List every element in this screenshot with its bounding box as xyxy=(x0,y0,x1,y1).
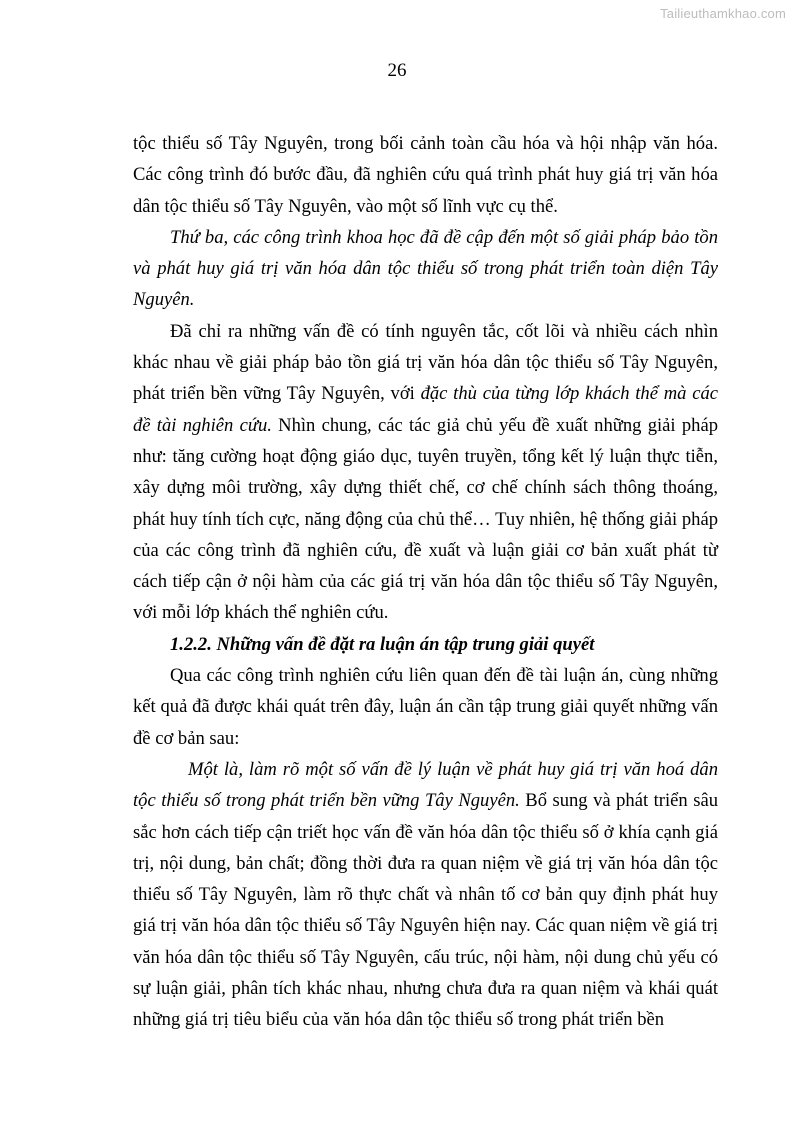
watermark-text: Tailieuthamkhao.com xyxy=(660,6,786,21)
italic-text: Thứ ba, các công trình khoa học đã đề cập đến một số giải pháp bảo tồn và phát huy giá trị văn hóa dân tộc thiểu số trong phát triển toàn diện Tây Nguyên. xyxy=(133,226,718,311)
paragraph-continuation: tộc thiểu số Tây Nguyên, trong bối cảnh toàn cầu hóa và hội nhập văn hóa. Các công trình đó bước đầu, đã nghiên cứu quá trình phát huy giá trị văn hóa dân tộc thiểu số Tây Nguyên, vào một số lĩnh vực cụ thể. xyxy=(133,133,718,217)
paragraph-first-point xyxy=(133,754,718,1036)
paragraph-solutions xyxy=(133,316,718,629)
paragraph-third-point xyxy=(133,222,718,316)
page-number: 26 xyxy=(387,60,407,81)
italic-text: Một là, làm rõ một số vấn đề lý luận về phát huy giá trị văn hoá dân tộc thiểu số trong phát triển bền vững Tây Nguyên. xyxy=(133,758,718,812)
text-span: Bổ sung và phát triển sâu sắc hơn cách tiếp cận triết học vấn đề văn hóa dân tộc thiểu số ở khía cạnh giá trị, nội dung, bản chất; đồng thời đưa ra quan niệm về giá trị văn hóa dân tộc thiểu số Tây Nguyên, làm rõ thực chất và nhân tố cơ bản quy định phát huy giá trị văn hóa dân tộc thiểu số Tây Nguyên hiện nay. Các quan niệm về giá trị văn hóa dân tộc thiểu số Tây Nguyên, cấu trúc, nội hàm, nội dung chủ yếu có sự luận giải, phân tích khác nhau, nhưng chưa đưa ra quan niệm và khái quát những giá trị tiêu biểu của văn hóa dân tộc thiểu số trong phát triển bền xyxy=(133,790,718,1031)
italic-text: đặc thù của từng lớp khách thể mà các đề tài nghiên cứu. xyxy=(133,383,718,436)
section-heading: 1.2.2. Những vấn đề đặt ra luận án tập trung giải quyết xyxy=(170,633,595,655)
document-body xyxy=(133,128,718,1036)
text-span: Đã chỉ ra những vấn đề có tính nguyên tắc, cốt lõi và nhiều cách nhìn khác nhau về giải pháp bảo tồn giá trị văn hóa dân tộc thiểu số Tây Nguyên, phát triển bền vững Tây Nguyên, với xyxy=(133,320,718,405)
paragraph-intro: Qua các công trình nghiên cứu liên quan đến đề tài luận án, cùng những kết quả đã được khái quát trên đây, luận án cần tập trung giải quyết những vấn đề cơ bản sau: xyxy=(133,665,718,749)
text-span: Nhìn chung, các tác giả chủ yếu đề xuất những giải pháp như: tăng cường hoạt động giáo dục, tuyên truyền, tổng kết lý luận thực tiễn, xây dựng môi trường, xây dựng thiết chế, cơ chế chính sách thông thoáng, phát huy tính tích cực, năng động của chủ thể… Tuy nhiên, hệ thống giải pháp của các công trình đã nghiên cứu, đề xuất và luận giải cơ bản xuất phát từ cách tiếp cận ở nội hàm của các giá trị văn hóa dân tộc thiểu số Tây Nguyên, với mỗi lớp khách thể nghiên cứu. xyxy=(133,414,718,624)
